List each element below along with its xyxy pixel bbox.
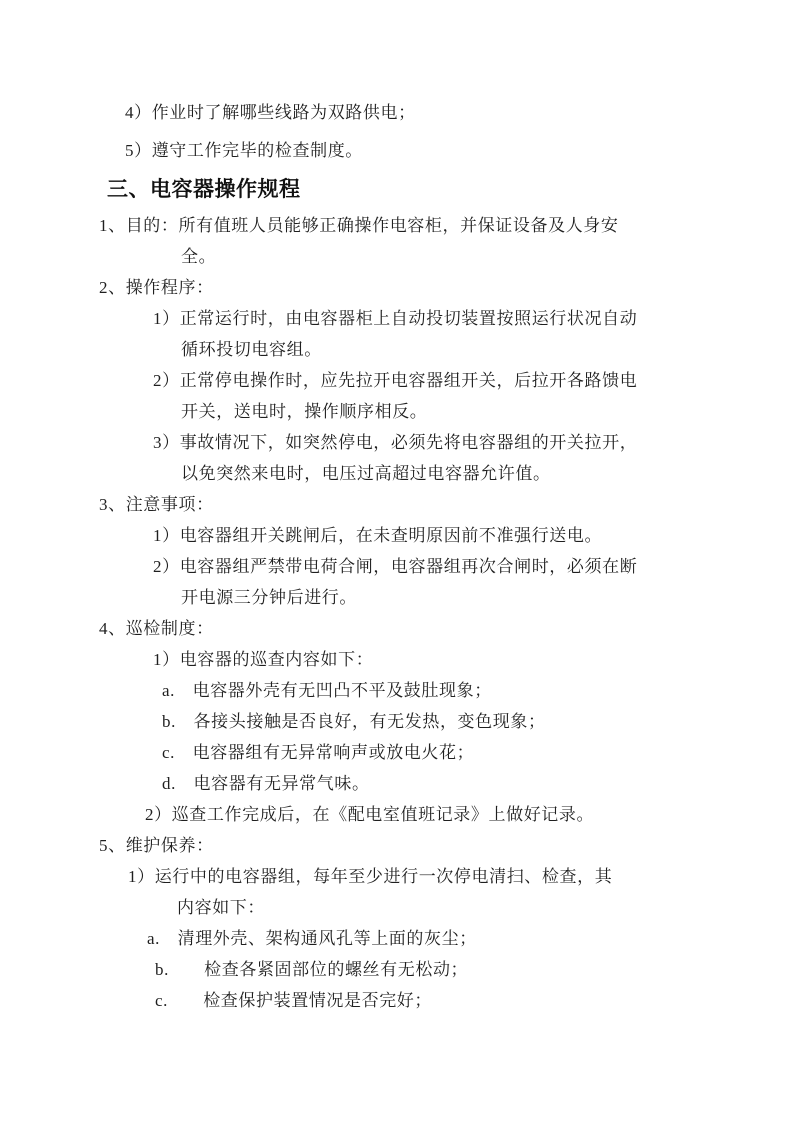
text-line: 2）正常停电操作时，应先拉开电容器组开关，后拉开各路馈电 [153, 371, 638, 390]
text-line: 1）电容器组开关跳闸后，在未查明原因前不准强行送电。 [153, 526, 603, 545]
text-line: b. 各接头接触是否良好，有无发热，变色现象； [162, 712, 546, 731]
text-line: 1、目的：所有值班人员能够正确操作电容柜，并保证设备及人身安 [99, 216, 619, 235]
text-line: 全。 [181, 247, 217, 266]
section-heading: 三、电容器操作规程 [107, 177, 301, 201]
text-line: 4、巡检制度： [99, 619, 214, 638]
text-line: b. 检查各紧固部位的螺丝有无松动； [155, 960, 469, 979]
text-line: c. 检查保护装置情况是否完好； [155, 991, 432, 1010]
text-line: 开关，送电时，操作顺序相反。 [181, 402, 428, 421]
text-line: 2、操作程序： [99, 278, 214, 297]
text-line: 循环投切电容组。 [181, 340, 322, 359]
text-line: 开电源三分钟后进行。 [181, 588, 357, 607]
text-line: 以免突然来电时，电压过高超过电容器允许值。 [181, 464, 551, 483]
text-line: c. 电容器组有无异常响声或放电火花； [162, 743, 475, 762]
text-line: 1）正常运行时，由电容器柜上自动投切装置按照运行状况自动 [153, 309, 638, 328]
text-line: 2）巡查工作完成后，在《配电室值班记录》上做好记录。 [145, 805, 595, 824]
text-line: 内容如下： [177, 898, 265, 917]
text-line: 3）事故情况下，如突然停电，必须先将电容器组的开关拉开， [153, 433, 638, 452]
text-line: 1）电容器的巡查内容如下： [153, 650, 374, 669]
text-line: d. 电容器有无异常气味。 [162, 774, 370, 793]
text-line: 1）运行中的电容器组，每年至少进行一次停电清扫、检查，其 [128, 867, 613, 886]
text-line: 3、注意事项： [99, 495, 214, 514]
text-line: a. 电容器外壳有无凹凸不平及鼓肚现象； [162, 681, 492, 700]
text-line: 2）电容器组严禁带电荷合闸，电容器组再次合闸时，必须在断 [153, 557, 638, 576]
text-line: 4）作业时了解哪些线路为双路供电； [125, 103, 416, 122]
text-line: 5、维护保养： [99, 836, 214, 855]
text-line: 5）遵守工作完毕的检查制度。 [125, 141, 363, 160]
text-line: a. 清理外壳、架构通风孔等上面的灰尘； [147, 929, 477, 948]
